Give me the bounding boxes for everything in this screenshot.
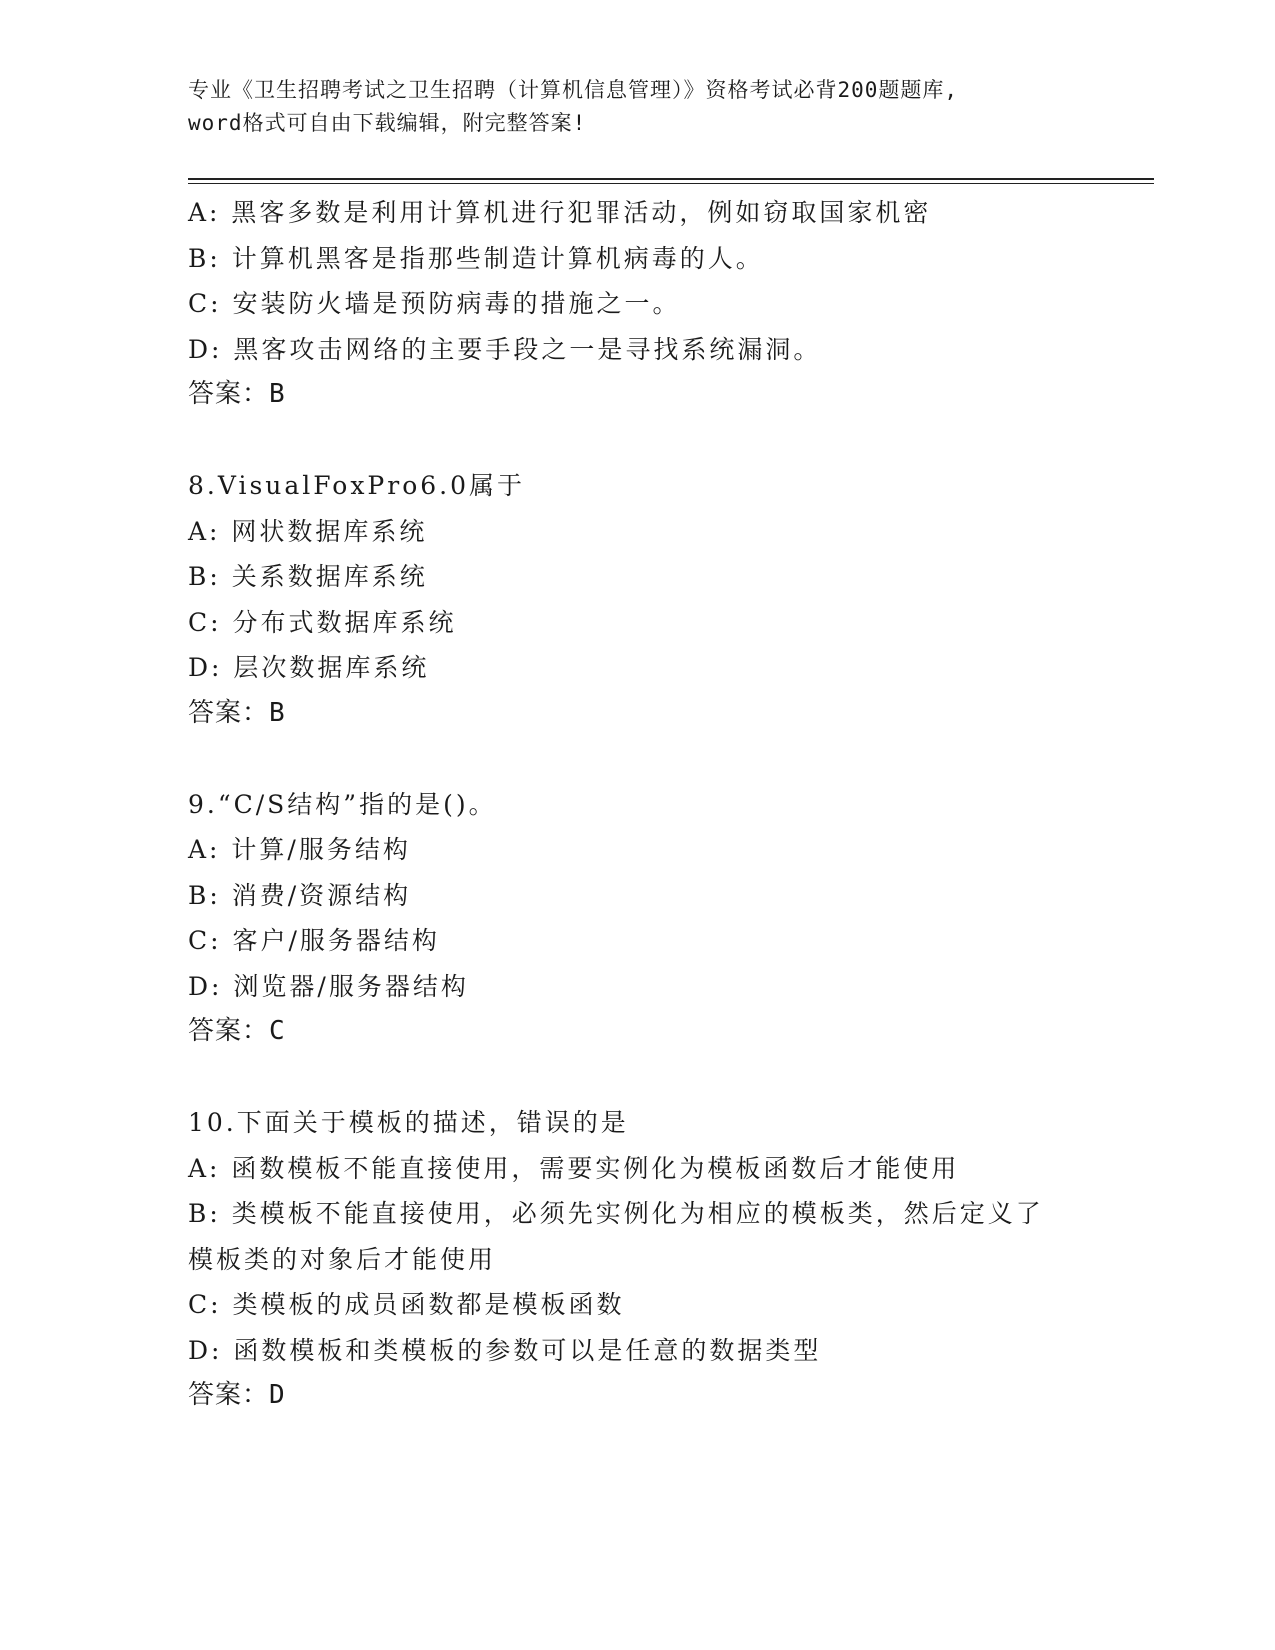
answer-value: B [269, 379, 286, 409]
q10-option-d: D: 函数模板和类模板的参数可以是任意的数据类型 [188, 1335, 822, 1365]
q9-option-a: A: 计算/服务结构 [188, 835, 411, 864]
spacer [188, 736, 1148, 782]
q9-stem: 9.“C/S结构”指的是()。 [188, 789, 497, 819]
spacer [188, 1055, 1148, 1101]
q10-stem: 10.下面关于模板的描述，错误的是 [188, 1108, 629, 1137]
q7-option-d: D: 黑客攻击网络的主要手段之一是寻找系统漏洞。 [188, 334, 822, 364]
q8-option-b: B: 关系数据库系统 [188, 562, 428, 591]
q10-option-b-continued: 模板类的对象后才能使用 [188, 1244, 497, 1274]
answer-value: B [269, 697, 286, 728]
q8-answer [188, 691, 1148, 737]
q8-option-c: C: 分布式数据库系统 [188, 607, 457, 637]
answer-label: 答案： [188, 1380, 270, 1410]
q9-option-d: D: 浏览器/服务器结构 [188, 971, 469, 1001]
answer-label: 答案： [188, 697, 270, 728]
answer-value: D [269, 1380, 286, 1410]
q10-option-b: B: 类模板不能直接使用，必须先实例化为相应的模板类，然后定义了 [188, 1199, 1044, 1228]
q9-option-c: C: 客户/服务器结构 [188, 926, 440, 955]
header-line-2: word格式可自由下载编辑，附完整答案! [188, 111, 587, 135]
q7-option-b: B: 计算机黑客是指那些制造计算机病毒的人。 [188, 243, 764, 273]
header-rule-thick [188, 178, 1154, 180]
answer-value: C [269, 1016, 286, 1046]
header-line-1: 专业《卫生招聘考试之卫生招聘（计算机信息管理）》资格考试必背200题题库, [188, 78, 959, 102]
spacer [188, 418, 1148, 464]
question-9 [188, 782, 1148, 1055]
q9-answer [188, 1009, 1148, 1055]
q8-option-d: D: 层次数据库系统 [188, 653, 430, 682]
q9-option-b: B: 消费/资源结构 [188, 880, 412, 910]
header-rule-thin [188, 183, 1154, 184]
q10-answer [188, 1373, 1148, 1419]
q7-answer [188, 372, 1148, 418]
q10-option-c: C: 类模板的成员函数都是模板函数 [188, 1290, 625, 1319]
q8-stem: 8.VisualFoxPro6.0属于 [188, 471, 526, 500]
q7-option-c: C: 安装防火墙是预防病毒的措施之一。 [188, 289, 681, 318]
question-8 [188, 463, 1148, 736]
document-header [188, 74, 1108, 140]
question-list [188, 190, 1148, 1419]
answer-label: 答案： [188, 379, 270, 409]
q10-option-a: A: 函数模板不能直接使用，需要实例化为模板函数后才能使用 [188, 1153, 960, 1183]
question-10 [188, 1100, 1148, 1419]
q8-option-a: A: 网状数据库系统 [188, 516, 428, 546]
answer-label: 答案： [188, 1016, 270, 1046]
question-7 [188, 190, 1148, 418]
q7-option-a: A: 黑客多数是利用计算机进行犯罪活动，例如窃取国家机密 [188, 198, 932, 227]
